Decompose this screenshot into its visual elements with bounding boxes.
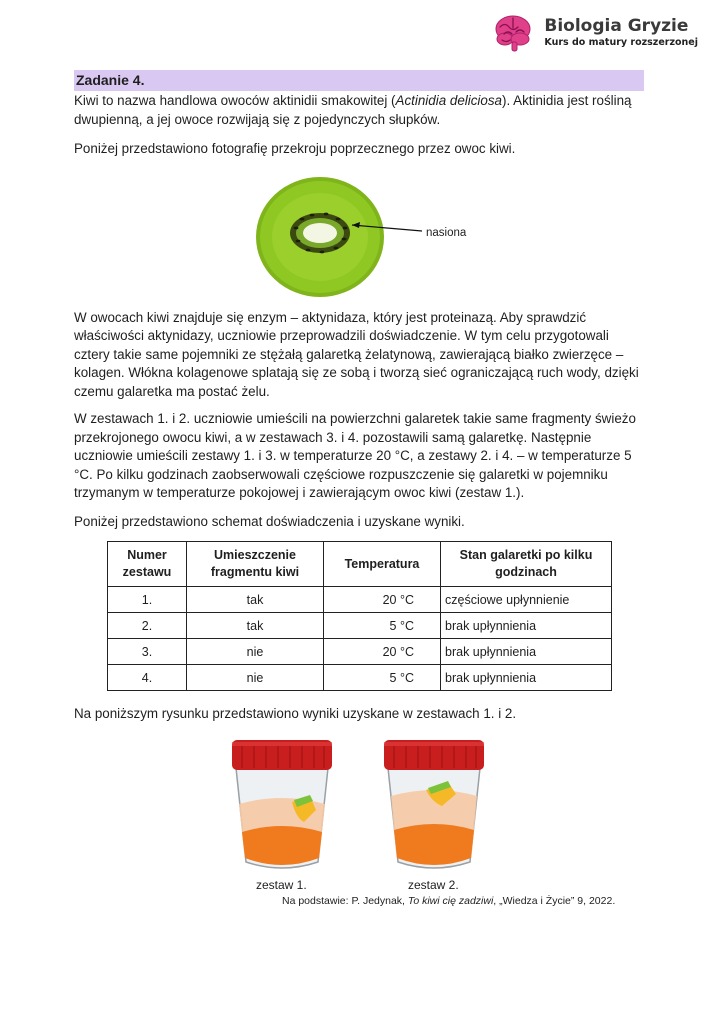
table-row: [108, 665, 612, 691]
brand-subtitle: Kurs do matury rozszerzonej: [544, 37, 698, 48]
table-header-cell: Umieszczenie fragmentu kiwi: [187, 542, 324, 587]
intro-latin-name: Actinidia deliciosa: [395, 93, 502, 108]
intro-text-before: Kiwi to nazwa handlowa owoców aktinidii smakowitej (: [74, 93, 396, 108]
jar-label-set-2: zestaw 2.: [408, 877, 459, 892]
table-header-cell: Stan galaretki po kilku godzinach: [441, 542, 612, 587]
source-text-before: Na podstawie: P. Jedynak,: [282, 895, 408, 907]
task-header: Zadanie 4.: [74, 70, 644, 91]
source-text-after: , „Wiedza i Życie” 9, 2022.: [493, 895, 616, 907]
photo-caption: Poniżej przedstawiono fotografię przekroju poprzecznego przez owoc kiwi.: [74, 141, 516, 156]
jar-label-set-1: zestaw 1.: [256, 877, 307, 892]
table-cell: 5 °C: [324, 665, 441, 691]
table-header-cell: Temperatura: [324, 542, 441, 587]
table-cell: tak: [187, 587, 324, 613]
brain-icon: [492, 12, 534, 54]
kiwi-cross-section-image: [252, 173, 432, 301]
sets-paragraph: W zestawach 1. i 2. uczniowie umieścili na powierzchni galaretek takie same fragmenty świeżo przekrojonego owocu kiwi, a w zestawach 3. i 4. pozostawili samą galaretkę. Następnie uczniowie umieścili zestawy 1. i 3. w temperaturze 20 °C, a zestawy 2. i 4. – w temperaturze 5 °C. Po kilku godzinach zaobserwowali częściowe rozpuszczenie się galaretki w pojemniku trzymanym w temperaturze pokojowej i zawierającym owoc kiwi (zestaw 1.).: [74, 411, 636, 500]
table-row: [108, 587, 612, 613]
jars-figure: [74, 734, 644, 894]
brand-title: Biologia Gryzie: [544, 16, 689, 36]
table-cell: nie: [187, 639, 324, 665]
table-cell: 4.: [108, 665, 187, 691]
table-cell: brak upłynnienia: [441, 665, 612, 691]
kiwi-figure: [74, 173, 644, 301]
intro-text-after: ). Aktinidia jest rośliną dwupienną, a jej owoce rozwijają się z pojedynczych słupków.: [74, 93, 632, 127]
table-cell: brak upłynnienia: [441, 639, 612, 665]
jar-set-1-image: [222, 734, 342, 874]
table-cell: brak upłynnienia: [441, 613, 612, 639]
table-header-row: [108, 542, 612, 587]
table-row: [108, 613, 612, 639]
source-title: To kiwi cię zadziwi: [407, 895, 494, 907]
table-cell: tak: [187, 613, 324, 639]
enzyme-paragraph: W owocach kiwi znajduje się enzym – aktynidaza, który jest proteinazą. Aby sprawdzić właściwości aktynidazy, uczniowie przeprowadzili doświadczenie. W tym celu przygotowali cztery takie same pojemniki ze stężałą galaretką żelatynową, zawierającą białko zwierzęce – kolagen. Włókna kolagenowe splatają się ze sobą i tworzą sieć ograniczającą ruch wody, dzięki czemu galaretka ma postać żelu.: [74, 309, 639, 399]
intro-paragraph: [74, 92, 644, 129]
table-cell: 2.: [108, 613, 187, 639]
jar-set-2-image: [374, 734, 494, 874]
table-cell: 5 °C: [324, 613, 441, 639]
table-cell: 20 °C: [324, 639, 441, 665]
table-cell: częściowe upłynnienie: [441, 587, 612, 613]
seeds-label: nasiona: [426, 226, 467, 239]
table-header-cell: Numer zestawu: [108, 542, 187, 587]
task-content: [74, 70, 644, 894]
table-cell: 1.: [108, 587, 187, 613]
schema-paragraph: Poniżej przedstawiono schemat doświadczenia i uzyskane wyniki.: [74, 513, 465, 529]
brand: [492, 12, 698, 54]
results-table: [107, 541, 612, 691]
source-citation: [282, 895, 615, 907]
table-cell: 20 °C: [324, 587, 441, 613]
table-cell: nie: [187, 665, 324, 691]
table-cell: 3.: [108, 639, 187, 665]
figure-paragraph: Na poniższym rysunku przedstawiono wyniki uzyskane w zestawach 1. i 2.: [74, 706, 517, 721]
table-row: [108, 639, 612, 665]
